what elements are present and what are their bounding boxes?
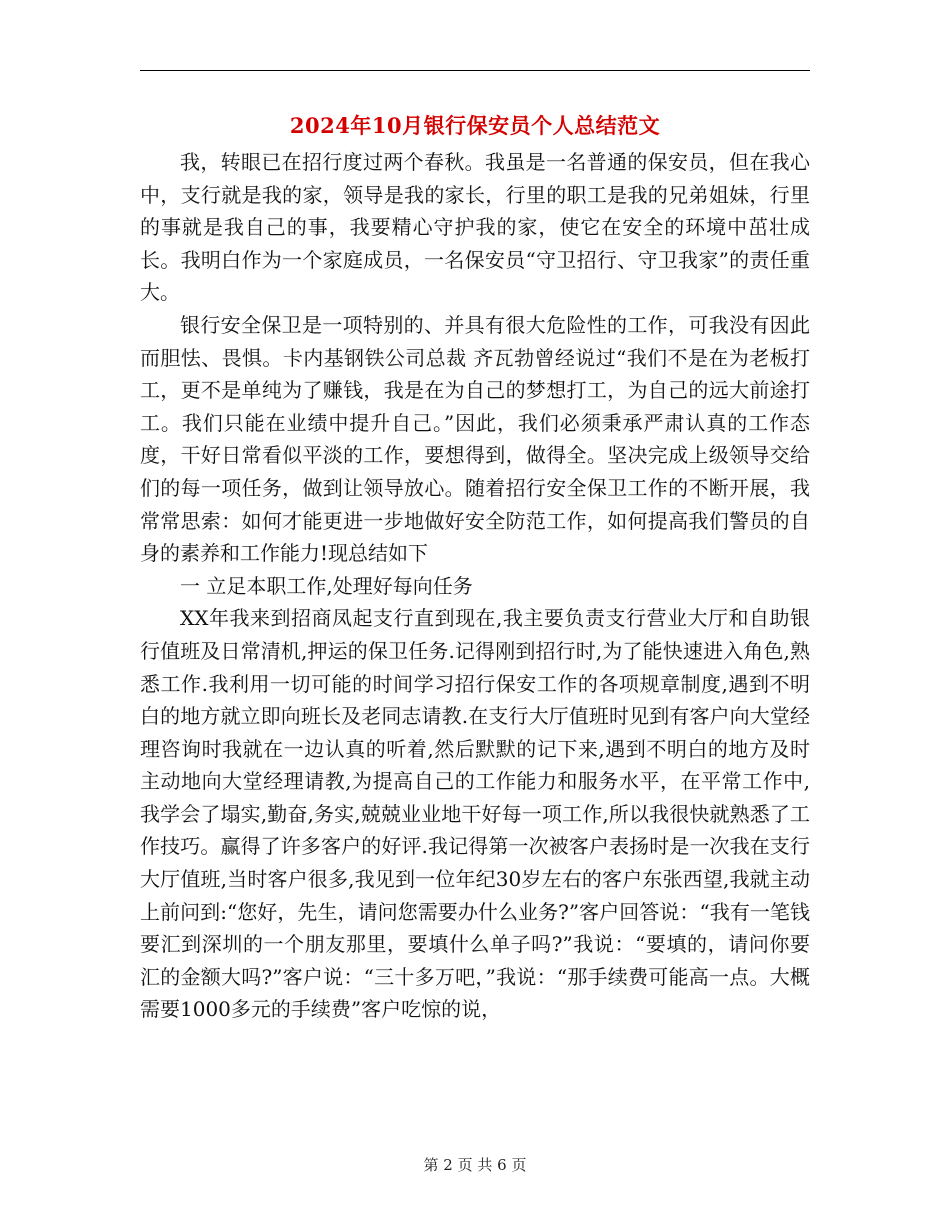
paragraph-experience: XX年我来到招商凤起支行直到现在,我主要负责支行营业大厅和自助银行值班及日常清机,押运的保卫任务.记得刚到招行时,为了能快速进入角色,熟悉工作.我利用一切可能的时间学习招行保安工作的各项规章制度,遇到不明白的地方就立即向班长及老同志请教.在支行大厅值班时见到有客户向大堂经理咨询时我就在一边认真的听着,然后默默的记下来,遇到不明白的地方及时主动地向大堂经理请教,为提高自己的工作能力和服务水平，在平常工作中,我学会了塌实,勤奋,务实,兢兢业业地干好每一项工作,所以我很快就熟悉了工作技巧。赢得了许多客户的好评.我记得第一次被客户表扬时是一次我在支行大厅值班,当时客户很多,我见到一位年纪30岁左右的客户东张西望,我就主动上前问到:“您好，先生，请问您需要办什么业务?”客户回答说：“我有一笔钱要汇到深圳的一个朋友那里，要填什么单子吗?”我说：“要填的，请问你要汇的金额大吗?”客户说：“三十多万吧，”我说：“那手续费可能高一点。大概需要1000多元的手续费”客户吃惊的说， [140,606,810,1022]
header-rule [140,70,810,71]
page-number: 第 2 页 共 6 页 [423,1156,527,1174]
paragraph-security-work: 银行安全保卫是一项特别的、并具有很大危险性的工作，可我没有因此而胆怯、畏惧。卡内基钢铁公司总裁 齐瓦勃曾经说过“我们不是在为老板打工，更不是单纯为了赚钱，我是在为自己的梦想打工，为自己的远大前途打工。我们只能在业绩中提升自己。”因此，我们必须秉承严肃认真的工作态度，干好日常看似平淡的工作，要想得到，做得全。坚决完成上级领导交给们的每一项任务，做到让领导放心。随着招行安全保卫工作的不断开展，我常常思索：如何才能更进一步地做好安全防范工作，如何提高我们警员的自身的素养和工作能力!现总结如下 [140,312,810,566]
paragraph-intro: 我，转眼已在招行度过两个春秋。我虽是一名普通的保安员，但在我心中，支行就是我的家，领导是我的家长，行里的职工是我的兄弟姐妹，行里的事就是我自己的事，我要精心守护我的家，使它在安全的环境中茁壮成长。我明白作为一个家庭成员，一名保安员“守卫招行、守卫我家”的责任重大。 [140,150,810,305]
section-heading-1: 一 立足本职工作,处理好每向任务 [180,573,473,598]
document-body [140,146,810,1026]
document-title: 2024年10月银行保安员个人总结范文 [289,113,661,138]
